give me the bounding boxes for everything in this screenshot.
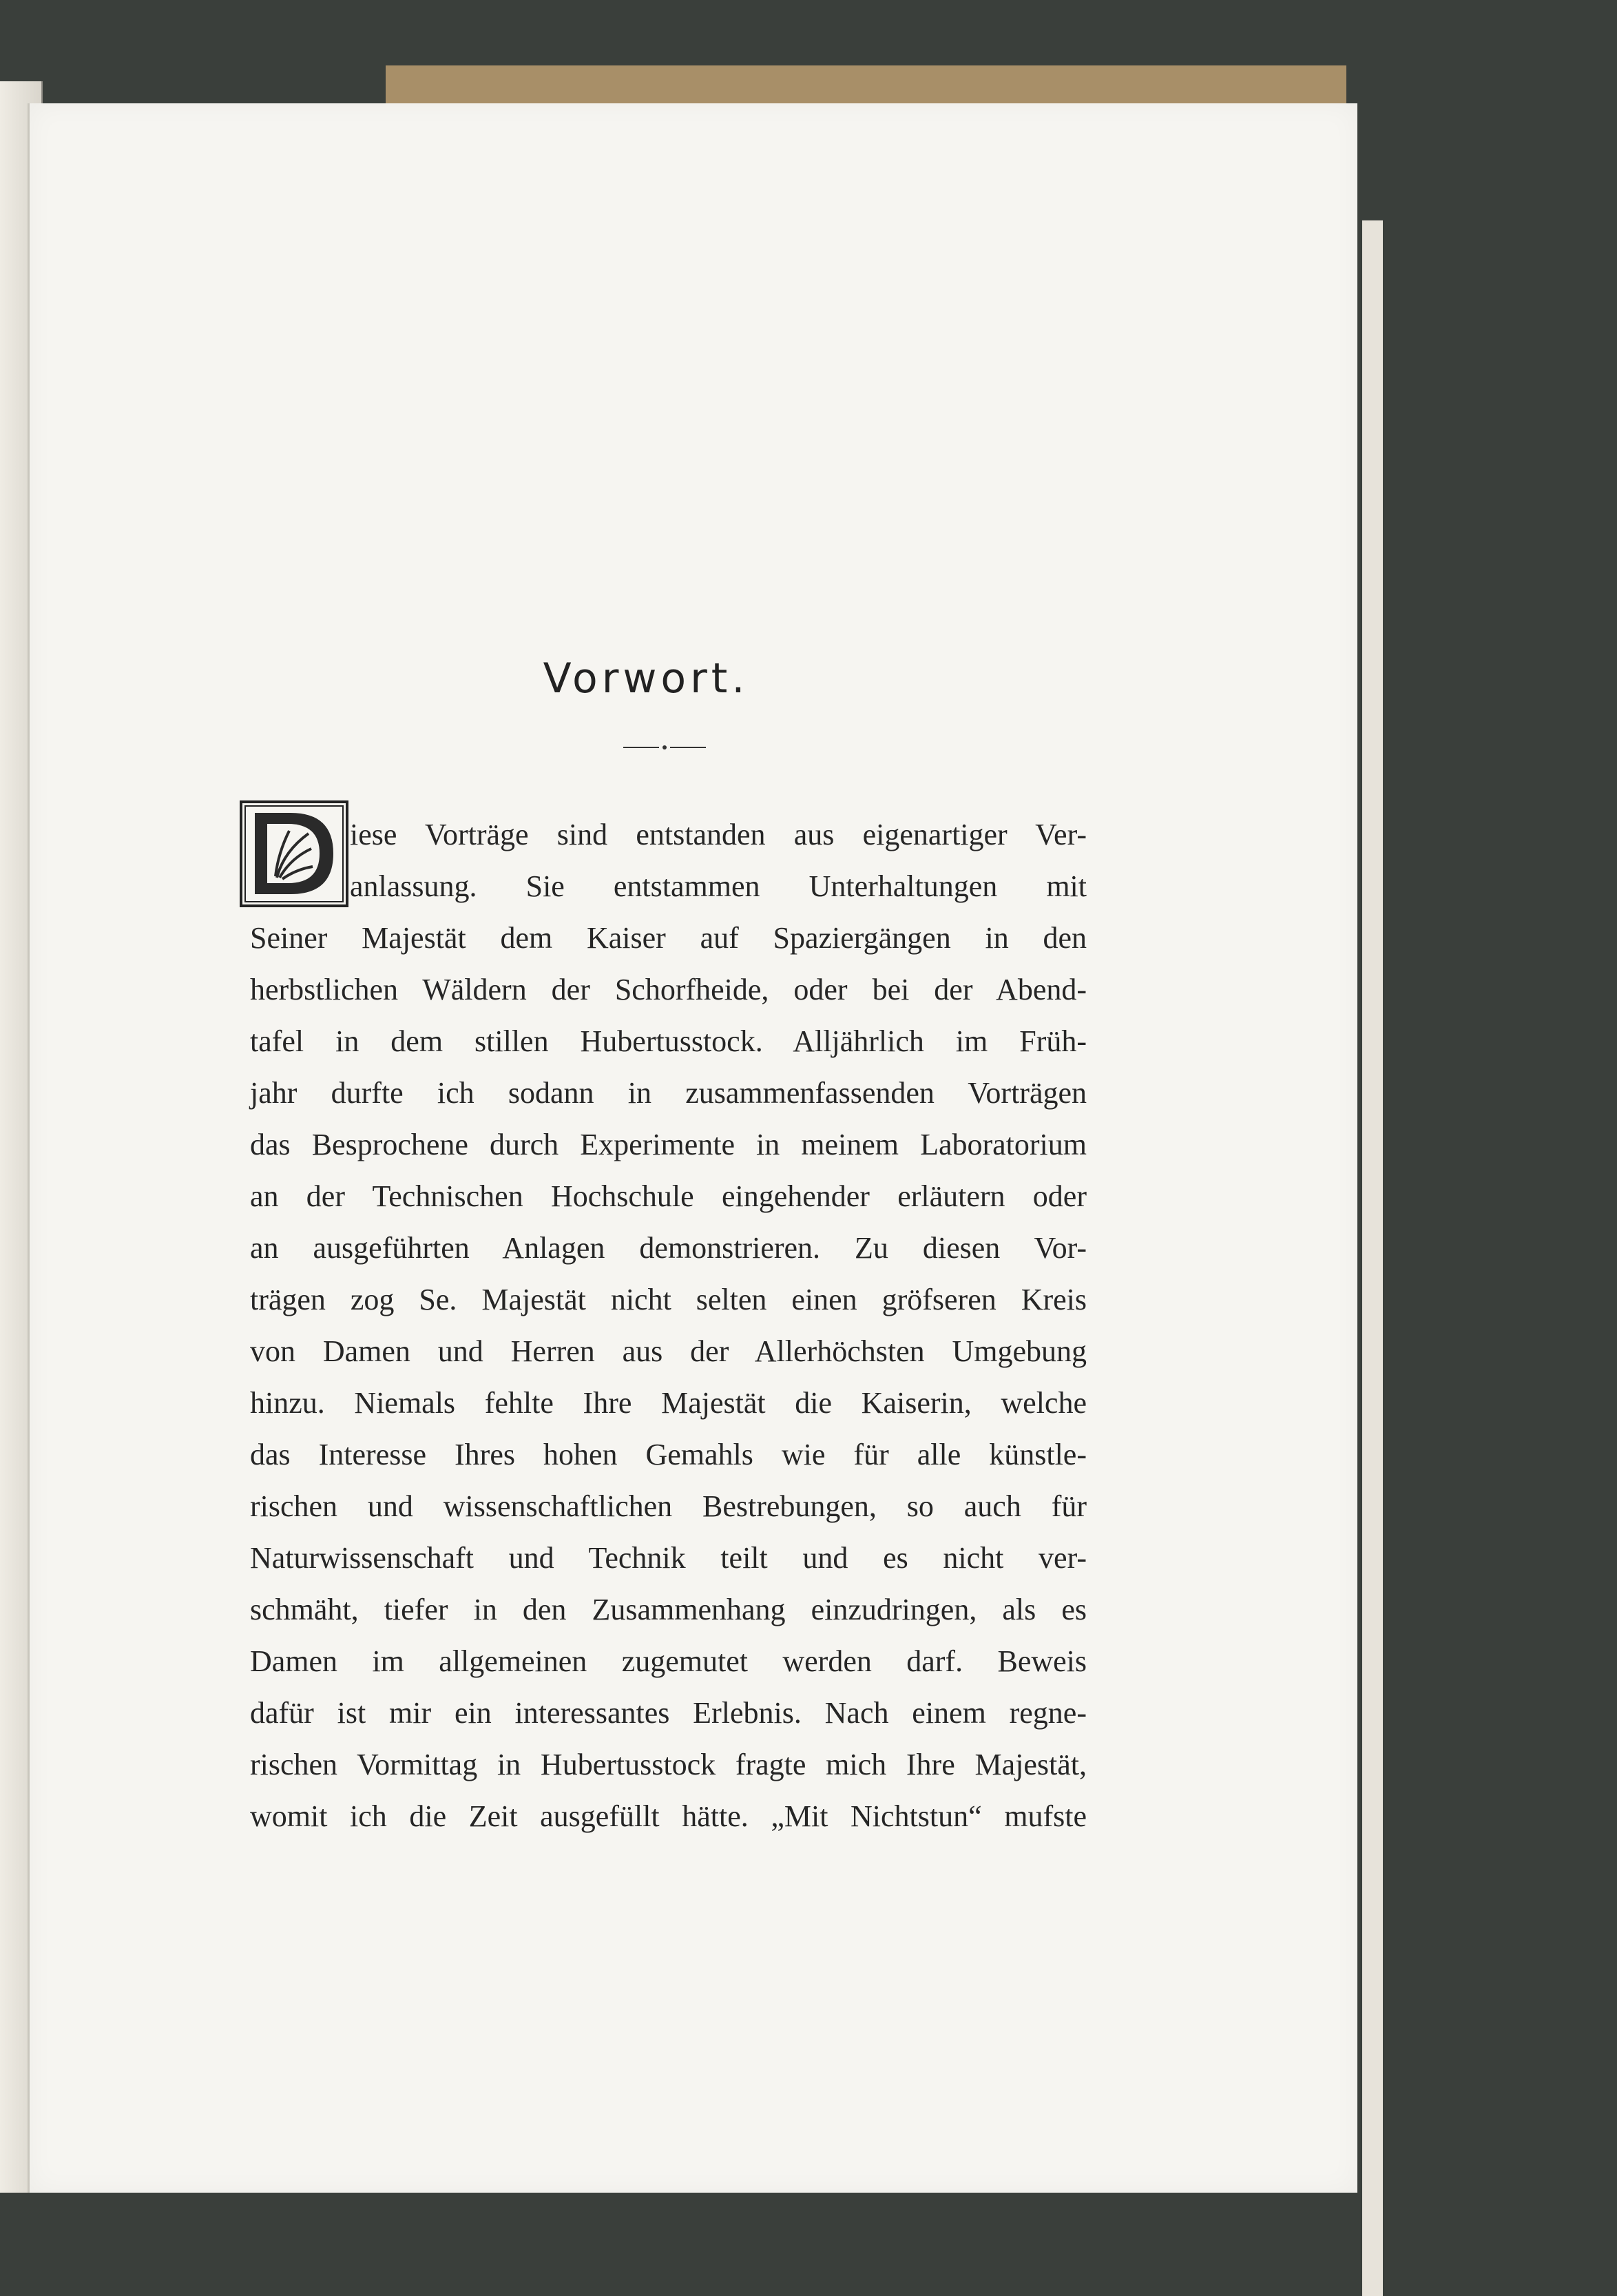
text-line: an der Technischen Hochschule eingehender erläutern oder [250,1179,1087,1213]
page-edge-shade [1362,220,1383,2296]
text-line: anlassung. Sie entstammen Unterhaltungen mit [350,869,1087,903]
text-line: Damen im allgemeinen zugemutet werden darf. Beweis [250,1644,1087,1678]
text-line: trägen zog Se. Majestät nicht selten einen gröfseren Kreis [250,1283,1087,1316]
text-line: iese Vorträge sind entstanden aus eigenartiger Ver- [350,818,1087,851]
text-line: dafür ist mir ein interessantes Erlebnis. Nach einem regne- [250,1696,1087,1730]
text-line: rischen und wissenschaftlichen Bestrebungen, so auch für [250,1489,1087,1523]
initial-ornament-icon [242,803,346,904]
text-line: an ausgeführten Anlagen demonstrieren. Zu diesen Vor- [250,1231,1087,1265]
text-line: jahr durfte ich sodann in zusammenfassenden Vorträgen [250,1076,1087,1110]
text-line: das Interesse Ihres hohen Gemahls wie für alle künstle- [250,1438,1087,1471]
text-line: herbstlichen Wäldern der Schorfheide, oder bei der Abend- [250,973,1087,1006]
text-line: tafel in dem stillen Hubertusstock. Alljährlich im Früh- [250,1024,1087,1058]
decorated-initial-d [240,800,348,907]
text-line: hinzu. Niemals fehlte Ihre Majestät die Kaiserin, welche [250,1386,1087,1420]
text-line: von Damen und Herren aus der Allerhöchsten Umgebung [250,1334,1087,1368]
text-line: Seiner Majestät dem Kaiser auf Spaziergängen in den [250,921,1087,955]
title-ornament [623,745,706,749]
page-title: Vorwort. [543,654,749,703]
text-line: schmäht, tiefer in den Zusammenhang einzudringen, als es [250,1593,1087,1626]
book-page [28,103,1357,2193]
text-line: womit ich die Zeit ausgefüllt hätte. „Mit Nichtstun“ mufste [250,1799,1087,1833]
text-line: rischen Vormittag in Hubertusstock fragte mich Ihre Majestät, [250,1748,1087,1781]
text-line: Naturwissenschaft und Technik teilt und es nicht ver- [250,1541,1087,1575]
text-line: das Besprochene durch Experimente in meinem Laboratorium [250,1128,1087,1161]
